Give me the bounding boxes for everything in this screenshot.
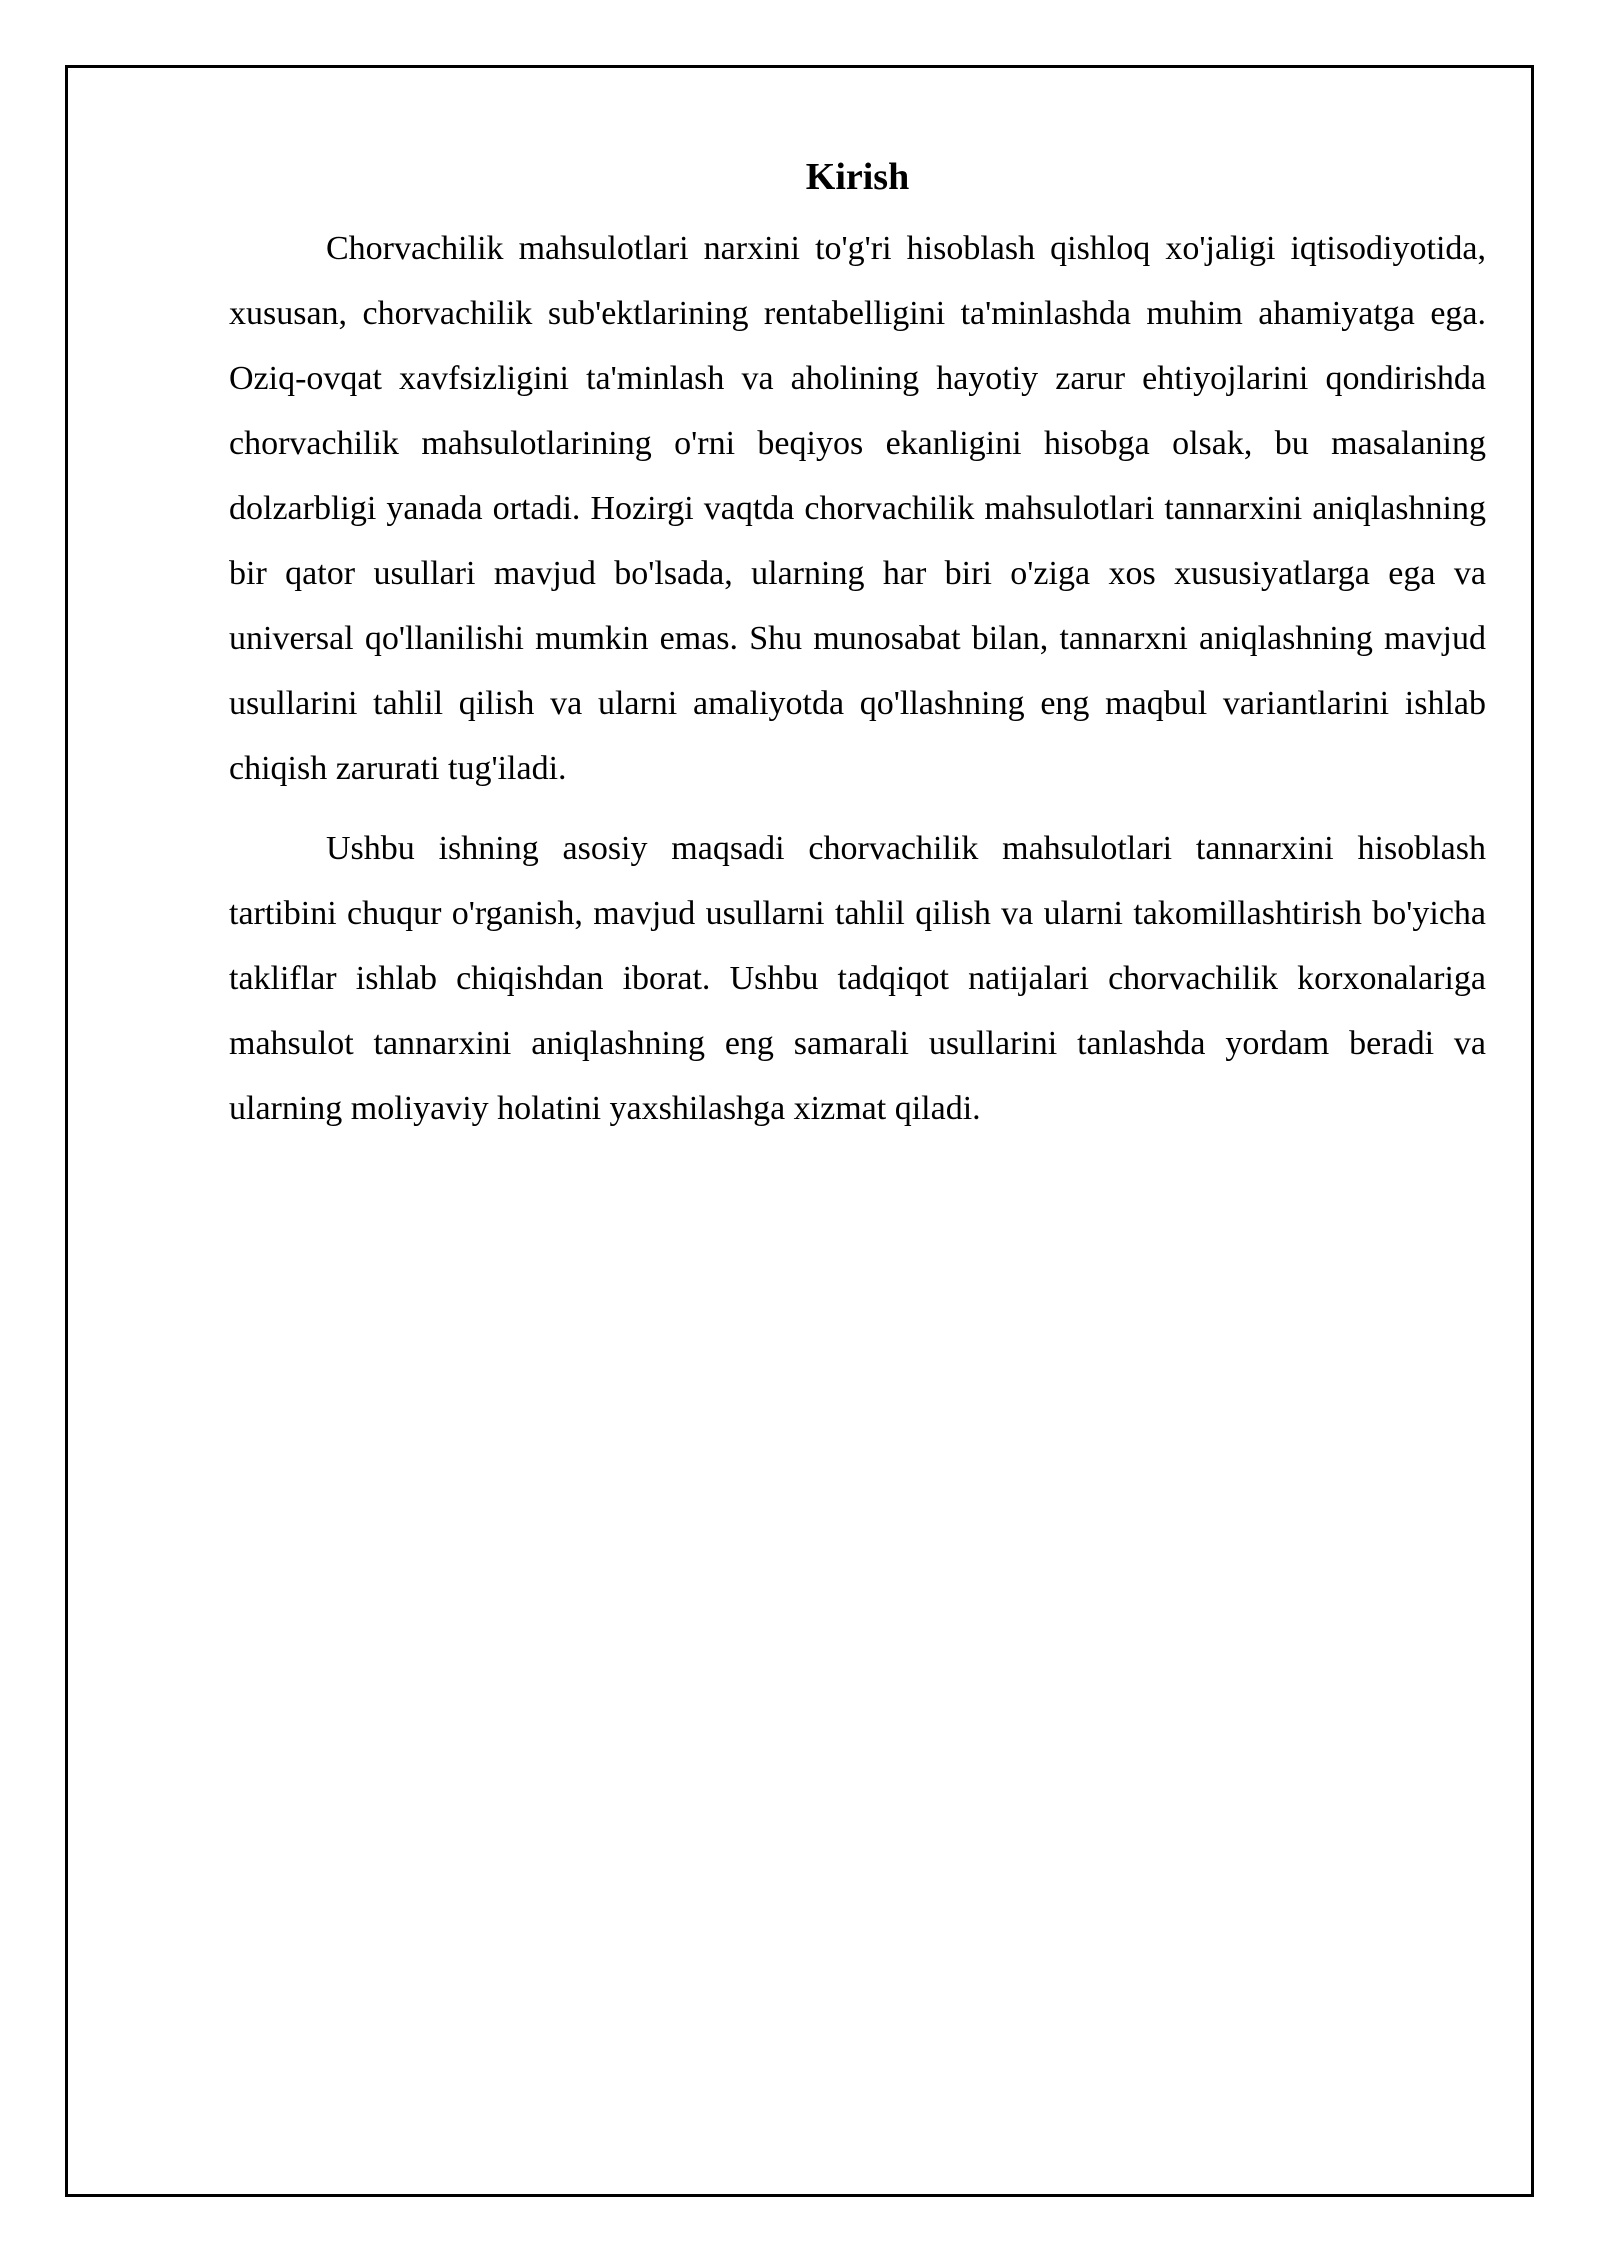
document-title: Kirish [805,156,910,198]
paragraph-1: Chorvachilik mahsulotlari narxini to'g'ri hisoblash qishloq xo'jaligi iqtisodiyotida, xususan, chorvachilik sub'ektlarining rentabelligini ta'minlashda muhim ahamiyatga ega. Oziq-ovqat xavfsizligini ta'minlash va aholining hayotiy zarur ehtiyojlarini qondirishda chorvachilik mahsulotlarining o'rni beqiyos ekanligini hisobga olsak, bu masalaning dolzarbligi yanada ortadi. Hozirgi vaqtda chorvachilik mahsulotlari tannarxini aniqlashning bir qator usullari mavjud bo'lsada, ularning har biri o'ziga xos xususiyatlarga ega va universal qo'llanilishi mumkin emas. Shu munosabat bilan, tannarxni aniqlashning mavjud usullarini tahlil qilish va ularni amaliyotda qo'llashning eng maqbul variantlarini ishlab chiqish zarurati tug'iladi. [229,230,1486,787]
document-body [229,148,1486,1156]
paragraph-2: Ushbu ishning asosiy maqsadi chorvachilik mahsulotlari tannarxini hisoblash tartibini chuqur o'rganish, mavjud usullarni tahlil qilish va ularni takomillashtirish bo'yicha takliflar ishlab chiqishdan iborat. Ushbu tadqiqot natijalari chorvachilik korxonalariga mahsulot tannarxini aniqlashning eng samarali usullarini tanlashda yordam beradi va ularning moliyaviy holatini yaxshilashga xizmat qiladi. [229,830,1486,1127]
